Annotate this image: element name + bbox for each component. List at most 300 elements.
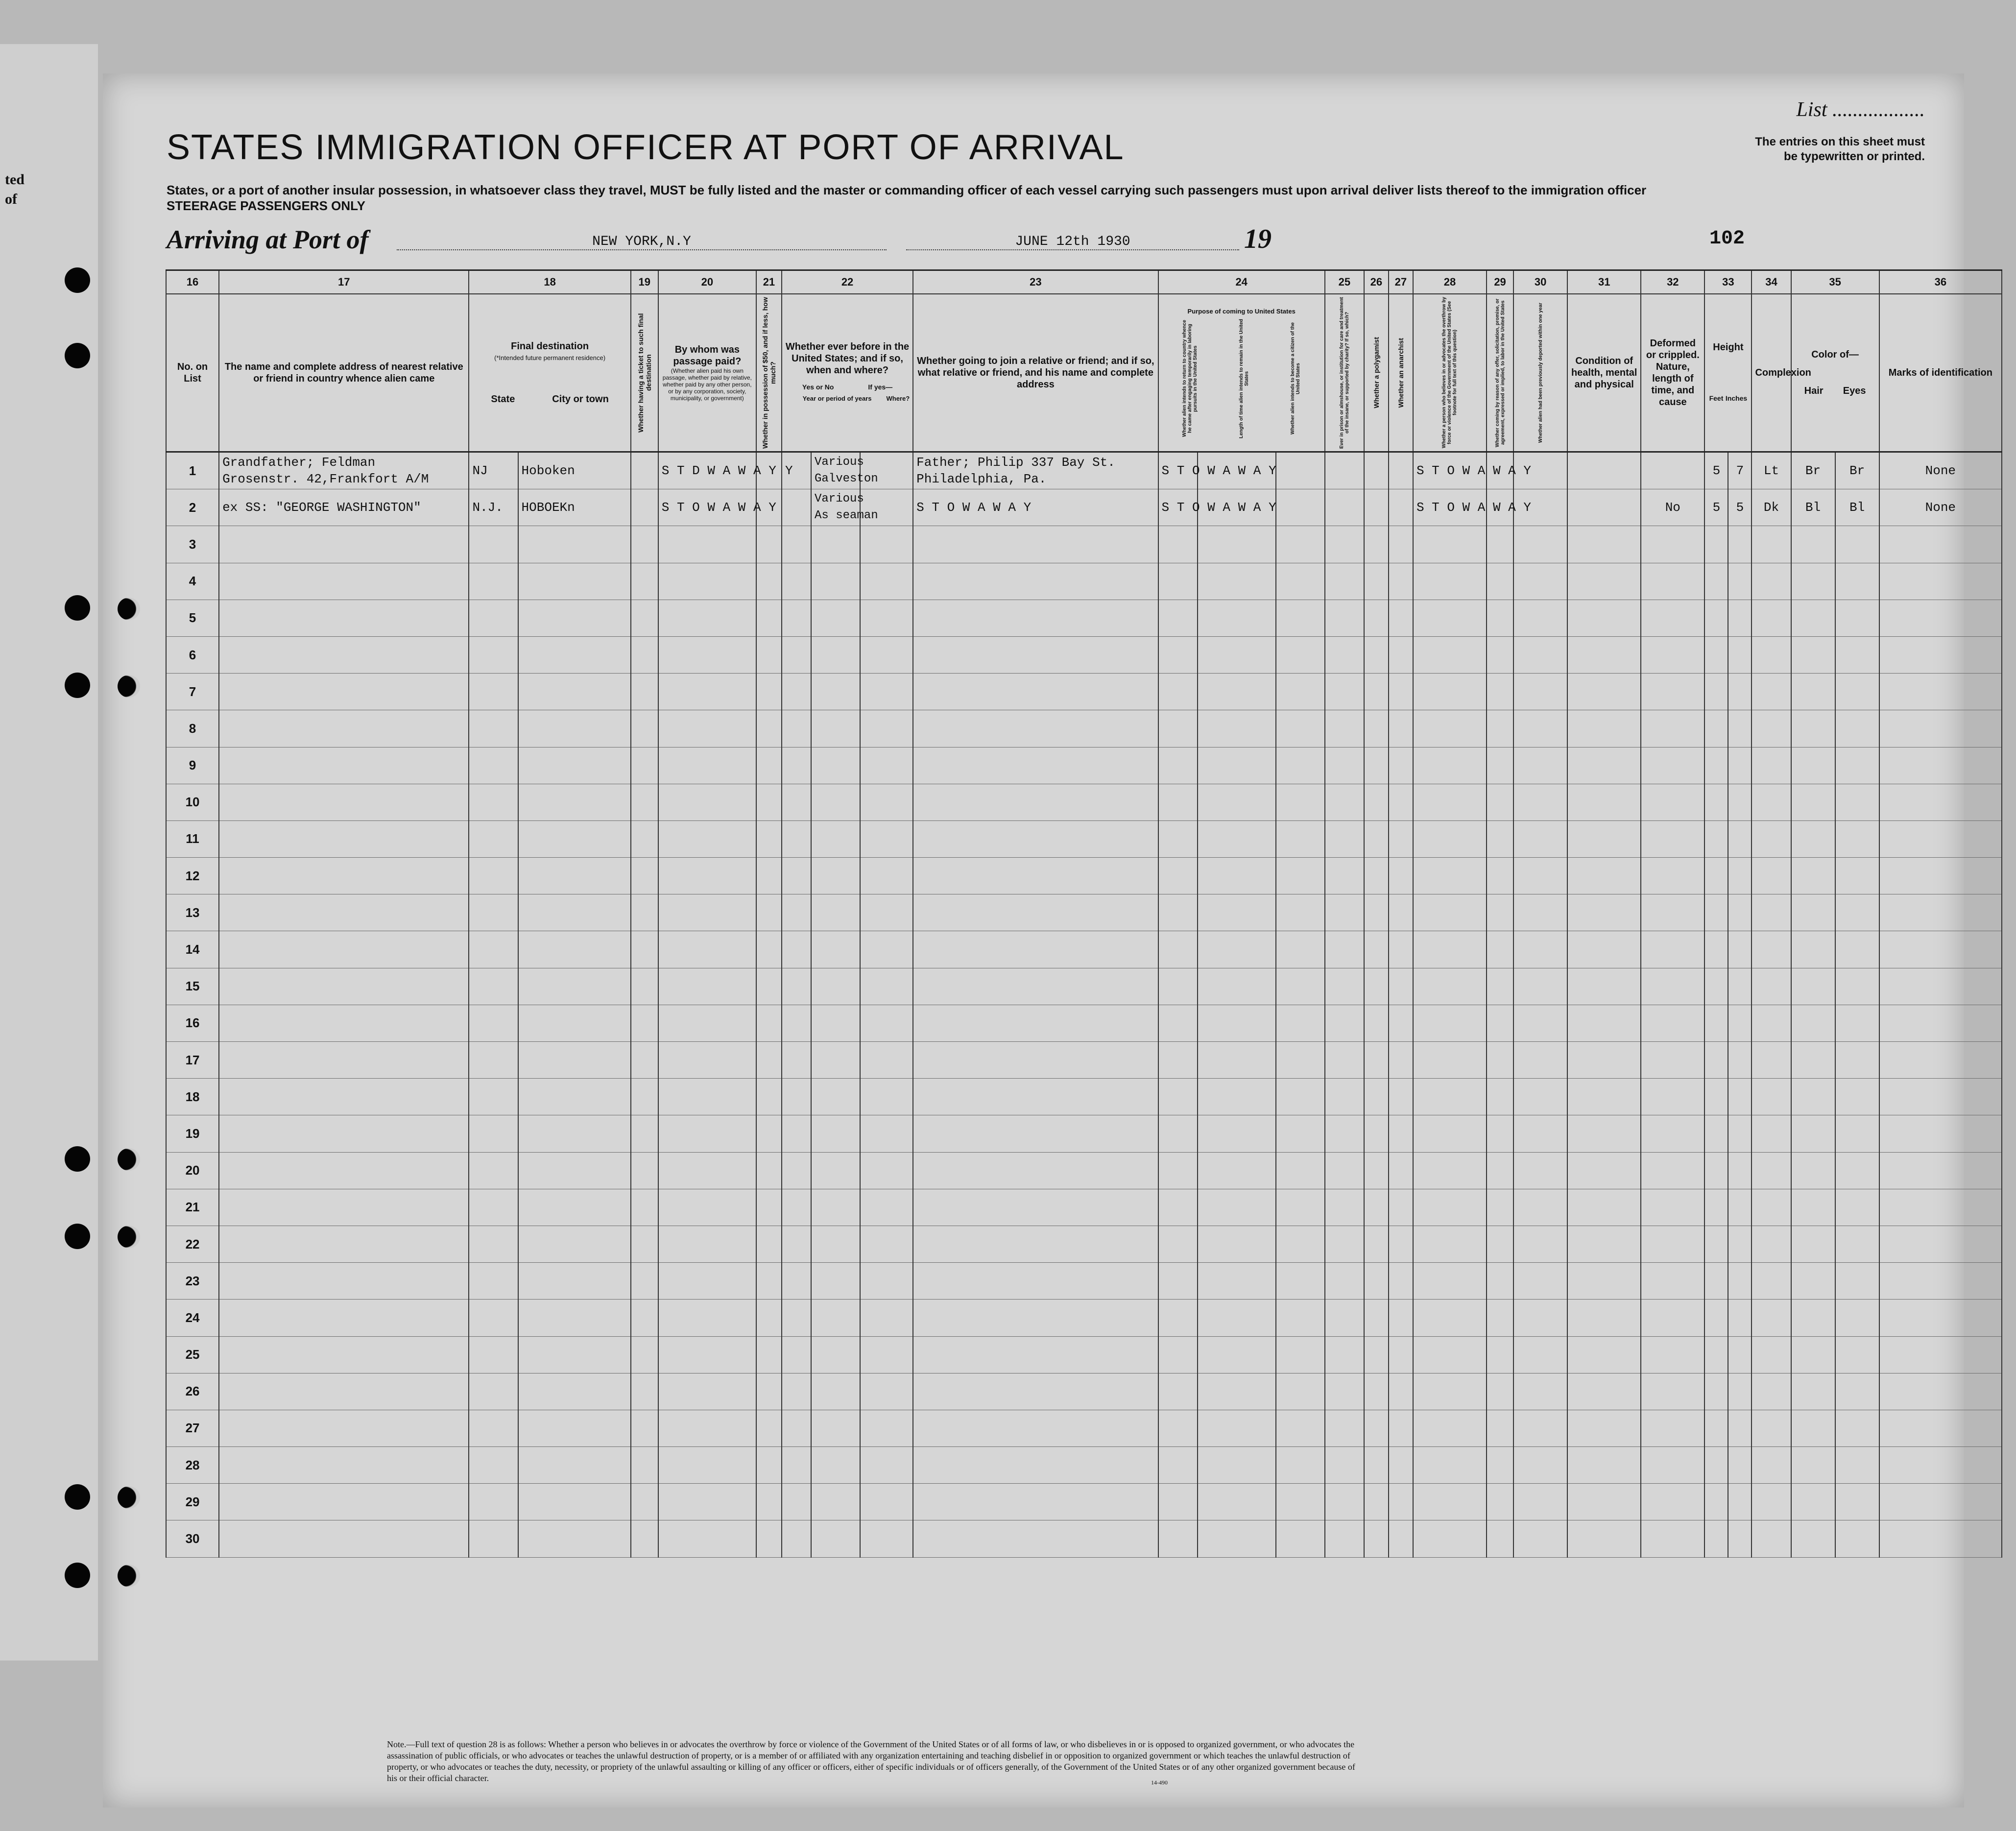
empty-cell <box>1276 1410 1325 1446</box>
empty-cell <box>1641 1520 1704 1557</box>
empty-cell <box>1513 636 1567 673</box>
empty-cell <box>811 526 860 563</box>
table-row <box>166 489 2002 526</box>
empty-cell <box>1641 784 1704 820</box>
empty-cell <box>1276 710 1325 747</box>
empty-cell <box>1728 1042 1752 1079</box>
empty-cell <box>1835 1520 1879 1557</box>
empty-cell <box>631 674 658 710</box>
empty-cell <box>1198 1152 1276 1189</box>
empty-cell <box>1641 600 1704 636</box>
row-number: 20 <box>185 1163 200 1178</box>
empty-cell <box>782 636 811 673</box>
empty-cell <box>1704 894 1728 931</box>
empty-cell <box>1791 636 1835 673</box>
empty-cell <box>219 1520 469 1557</box>
hdr-destination: Final destination (*Intended future permanent residence) State City or town <box>469 294 630 452</box>
empty-cell <box>1198 1115 1276 1152</box>
row-number: 28 <box>185 1457 200 1472</box>
empty-cell <box>631 968 658 1005</box>
empty-cell <box>631 1079 658 1115</box>
empty-cell <box>1276 968 1325 1005</box>
yes-no-cell <box>782 452 811 489</box>
empty-cell <box>1728 820 1752 857</box>
row-number-cell <box>166 1115 219 1152</box>
empty-cell <box>518 526 631 563</box>
table-row <box>166 1410 2002 1446</box>
table-row <box>166 563 2002 600</box>
empty-cell <box>1704 563 1728 600</box>
empty-cell <box>1879 600 2002 636</box>
empty-cell <box>782 1447 811 1484</box>
empty-cell <box>1158 1373 1198 1410</box>
empty-cell <box>1791 784 1835 820</box>
empty-cell <box>913 1189 1158 1226</box>
empty-cell <box>1276 858 1325 894</box>
empty-cell <box>1752 747 1791 784</box>
binder-hole <box>65 595 90 621</box>
empty-cell <box>1835 894 1879 931</box>
empty-cell <box>1325 1042 1364 1079</box>
colnum-19: 19 <box>631 270 658 294</box>
empty-cell <box>1389 1300 1413 1336</box>
eyes-cell <box>1835 452 1879 489</box>
question-28: S T O W A W A Y <box>1416 463 1531 479</box>
empty-cell <box>1158 1336 1198 1373</box>
empty-cell <box>1879 784 2002 820</box>
empty-cell <box>1276 1520 1325 1557</box>
empty-cell <box>860 1520 913 1557</box>
empty-cell <box>1487 1115 1513 1152</box>
prison-cell <box>1325 452 1364 489</box>
empty-cell <box>1567 563 1641 600</box>
colnum-26: 26 <box>1364 270 1389 294</box>
empty-cell <box>1198 1373 1276 1410</box>
empty-cell <box>1513 1005 1567 1041</box>
empty-cell <box>913 636 1158 673</box>
empty-cell <box>1728 563 1752 600</box>
empty-cell <box>1158 1447 1198 1484</box>
empty-cell <box>1198 1042 1276 1079</box>
empty-cell <box>1704 1115 1728 1152</box>
row-number-cell <box>166 1263 219 1300</box>
empty-cell <box>518 563 631 600</box>
empty-cell <box>1513 968 1567 1005</box>
empty-cell <box>1728 1079 1752 1115</box>
row-number-cell <box>166 636 219 673</box>
empty-cell <box>1791 858 1835 894</box>
inches-cell <box>1728 452 1752 489</box>
empty-cell <box>1752 1336 1791 1373</box>
empty-cell <box>1704 1300 1728 1336</box>
empty-cell <box>1567 1042 1641 1079</box>
yes-no: Y <box>785 463 793 479</box>
empty-cell <box>782 1115 811 1152</box>
empty-cell <box>219 1336 469 1373</box>
empty-cell <box>1487 784 1513 820</box>
empty-cell <box>1791 563 1835 600</box>
empty-cell <box>811 636 860 673</box>
empty-cell <box>913 784 1158 820</box>
empty-cell <box>219 674 469 710</box>
empty-cell <box>1413 710 1487 747</box>
empty-cell <box>1487 1373 1513 1410</box>
hdr-city: City or town <box>552 394 609 405</box>
empty-cell <box>518 1263 631 1300</box>
empty-cell <box>1567 931 1641 968</box>
marks-cell <box>1879 489 2002 526</box>
empty-cell <box>1791 747 1835 784</box>
empty-cell <box>1389 710 1413 747</box>
table-row <box>166 784 2002 820</box>
empty-cell <box>1791 1447 1835 1484</box>
empty-cell <box>1641 931 1704 968</box>
empty-cell <box>1728 931 1752 968</box>
row-number: 27 <box>185 1421 200 1436</box>
empty-cell <box>782 1042 811 1079</box>
empty-cell <box>1513 1226 1567 1262</box>
empty-cell <box>1389 1152 1413 1189</box>
hdr-if-yes: If yes— <box>868 383 893 391</box>
empty-cell <box>219 1115 469 1152</box>
empty-cell <box>1728 636 1752 673</box>
empty-cell <box>1752 1005 1791 1041</box>
empty-cell <box>1641 1300 1704 1336</box>
empty-cell <box>1791 1410 1835 1446</box>
empty-cell <box>1276 784 1325 820</box>
empty-cell <box>1752 1520 1791 1557</box>
hdr-purpose: Purpose of coming to United States Whether alien intends to return to country whence he came after engaging temporarily in laboring pursuits in the United States Length of time alien intends to remain in the United States Whether alien intends to become a citizen of the United States <box>1158 294 1325 452</box>
colnum-23: 23 <box>913 270 1158 294</box>
joining-cell: S T O W A W A Y <box>913 489 1158 526</box>
empty-cell <box>782 894 811 931</box>
empty-cell <box>219 1005 469 1041</box>
empty-cell <box>1389 931 1413 968</box>
empty-cell <box>1364 931 1389 968</box>
empty-cell <box>1325 1115 1364 1152</box>
empty-cell <box>1791 1152 1835 1189</box>
row-number-cell <box>166 1484 219 1520</box>
empty-cell <box>913 1042 1158 1079</box>
deformed-cell <box>1641 452 1704 489</box>
empty-cell <box>1158 1152 1198 1189</box>
empty-cell <box>1835 1410 1879 1446</box>
empty-cell <box>1513 894 1567 931</box>
empty-cell <box>658 1410 756 1446</box>
empty-cell <box>219 1373 469 1410</box>
binder-hole <box>118 598 140 620</box>
empty-cell <box>1158 600 1198 636</box>
empty-cell <box>1704 1079 1728 1115</box>
empty-cell <box>1879 931 2002 968</box>
empty-cell <box>860 1336 913 1373</box>
empty-cell <box>1364 1042 1389 1079</box>
empty-cell <box>1728 784 1752 820</box>
empty-cell <box>860 1373 913 1410</box>
empty-cell <box>1791 710 1835 747</box>
empty-cell <box>782 968 811 1005</box>
empty-cell <box>811 1189 860 1226</box>
empty-cell <box>1487 1079 1513 1115</box>
empty-cell <box>1389 820 1413 857</box>
colnum-34: 34 <box>1752 270 1791 294</box>
empty-cell <box>1276 1152 1325 1189</box>
empty-cell <box>658 1152 756 1189</box>
empty-cell <box>811 747 860 784</box>
empty-cell <box>1728 1410 1752 1446</box>
empty-cell <box>1276 600 1325 636</box>
empty-cell <box>631 1410 658 1446</box>
table-row <box>166 1447 2002 1484</box>
empty-cell <box>1364 1226 1389 1262</box>
table-row <box>166 636 2002 673</box>
empty-cell <box>1513 747 1567 784</box>
purpose-cell <box>1158 452 1276 489</box>
empty-cell <box>658 600 756 636</box>
empty-cell <box>1325 1336 1364 1373</box>
empty-cell <box>1158 858 1198 894</box>
empty-cell <box>860 931 913 968</box>
city: Hoboken <box>521 463 575 479</box>
empty-cell <box>860 1300 913 1336</box>
header-row <box>166 294 2002 452</box>
empty-cell <box>1879 747 2002 784</box>
empty-cell <box>1198 747 1276 784</box>
empty-cell <box>860 1115 913 1152</box>
empty-cell <box>1276 1263 1325 1300</box>
empty-cell <box>469 1336 518 1373</box>
empty-cell <box>469 1447 518 1484</box>
empty-cell <box>1835 1484 1879 1520</box>
empty-cell <box>1364 1079 1389 1115</box>
empty-cell <box>1704 1042 1728 1079</box>
colnum-25: 25 <box>1325 270 1364 294</box>
empty-cell <box>1389 747 1413 784</box>
purpose: S T O W A W A Y <box>1161 463 1276 479</box>
form-number: 14-490 <box>1151 1779 1168 1786</box>
row-number-cell <box>166 747 219 784</box>
empty-cell <box>1513 1373 1567 1410</box>
empty-cell <box>782 1263 811 1300</box>
list-label: List .................. <box>1796 98 1925 121</box>
colnum-35: 35 <box>1791 270 1879 294</box>
empty-cell <box>1752 931 1791 968</box>
empty-cell <box>913 1226 1158 1262</box>
table-row <box>166 1263 2002 1300</box>
empty-cell <box>631 858 658 894</box>
empty-cell <box>782 1226 811 1262</box>
empty-cell <box>1158 1189 1198 1226</box>
hdr-deformed: Deformed or crippled. Nature, length of time, and cause <box>1641 294 1704 452</box>
colnum-31: 31 <box>1567 270 1641 294</box>
empty-cell <box>1567 1300 1641 1336</box>
empty-cell <box>913 526 1158 563</box>
empty-cell <box>1641 1005 1704 1041</box>
empty-cell <box>1389 1226 1413 1262</box>
empty-cell <box>1835 1189 1879 1226</box>
empty-cell <box>658 1226 756 1262</box>
empty-cell <box>1752 1189 1791 1226</box>
paid-by: S T O W A W A Y <box>661 500 776 515</box>
row-number-cell <box>166 1189 219 1226</box>
empty-cell <box>1158 1300 1198 1336</box>
empty-cell <box>1413 526 1487 563</box>
colnum-36: 36 <box>1879 270 2002 294</box>
empty-cell <box>782 858 811 894</box>
table-row <box>166 1226 2002 1262</box>
empty-cell <box>1879 1447 2002 1484</box>
empty-cell <box>756 858 782 894</box>
empty-cell <box>1752 674 1791 710</box>
row-number: 24 <box>185 1310 200 1325</box>
empty-cell <box>1513 710 1567 747</box>
colnum-32: 32 <box>1641 270 1704 294</box>
marks: None <box>1925 463 1956 479</box>
row-number-cell <box>166 1042 219 1079</box>
empty-cell <box>518 747 631 784</box>
empty-cell <box>219 931 469 968</box>
empty-cell <box>1413 600 1487 636</box>
empty-cell <box>469 1042 518 1079</box>
empty-cell <box>469 1115 518 1152</box>
empty-cell <box>1752 1152 1791 1189</box>
empty-cell <box>1513 1336 1567 1373</box>
empty-cell <box>1364 820 1389 857</box>
empty-cell <box>518 820 631 857</box>
row-number-cell <box>166 931 219 968</box>
empty-cell <box>658 1300 756 1336</box>
empty-cell <box>658 931 756 968</box>
empty-cell <box>1198 1079 1276 1115</box>
empty-cell <box>1704 1484 1728 1520</box>
empty-cell <box>756 1189 782 1226</box>
empty-cell <box>518 1042 631 1079</box>
empty-cell <box>469 1226 518 1262</box>
empty-cell <box>1487 1300 1513 1336</box>
row-number-cell <box>166 710 219 747</box>
empty-cell <box>1567 1373 1641 1410</box>
empty-cell <box>1728 674 1752 710</box>
hdr-eyes: Eyes <box>1843 385 1866 396</box>
empty-cell <box>1704 1005 1728 1041</box>
empty-cell <box>1704 1336 1728 1373</box>
row-number: 13 <box>185 905 200 920</box>
empty-cell <box>469 784 518 820</box>
empty-cell <box>1487 1226 1513 1262</box>
empty-cell <box>1567 968 1641 1005</box>
complexion: Lt <box>1763 463 1779 479</box>
empty-cell <box>1389 1079 1413 1115</box>
row-number: 8 <box>189 721 196 736</box>
colnum-21: 21 <box>756 270 782 294</box>
question-28-cell <box>1413 489 1531 526</box>
empty-cell <box>658 1115 756 1152</box>
empty-cell <box>1513 1079 1567 1115</box>
empty-cell <box>756 784 782 820</box>
empty-cell <box>756 1042 782 1079</box>
hdr-yes-no: Yes or No <box>802 383 834 391</box>
empty-cell <box>782 1484 811 1520</box>
edge-text-1: ted <box>5 171 24 188</box>
page-subtitle <box>167 182 1734 214</box>
empty-cell <box>860 563 913 600</box>
empty-cell <box>518 710 631 747</box>
empty-cell <box>756 968 782 1005</box>
empty-cell <box>913 1005 1158 1041</box>
empty-cell <box>1487 674 1513 710</box>
empty-cell <box>469 1189 518 1226</box>
empty-cell <box>1879 1189 2002 1226</box>
empty-cell <box>1158 563 1198 600</box>
empty-cell <box>1513 674 1567 710</box>
empty-cell <box>811 1373 860 1410</box>
empty-cell <box>1752 784 1791 820</box>
empty-cell <box>1835 747 1879 784</box>
empty-cell <box>469 894 518 931</box>
row-number: 11 <box>186 831 199 846</box>
table-row <box>166 452 2002 489</box>
hair-cell <box>1791 452 1835 489</box>
row-number-cell <box>166 1152 219 1189</box>
empty-cell <box>1487 1336 1513 1373</box>
empty-cell <box>1413 931 1487 968</box>
empty-cell <box>913 1410 1158 1446</box>
empty-cell <box>1752 968 1791 1005</box>
empty-cell <box>219 1226 469 1262</box>
empty-cell <box>1791 674 1835 710</box>
empty-cell <box>1513 526 1567 563</box>
empty-cell <box>811 1484 860 1520</box>
empty-cell <box>1413 1152 1487 1189</box>
purpose: S T O W A W A Y <box>1161 500 1276 515</box>
empty-cell <box>1276 1189 1325 1226</box>
empty-cell <box>1567 1263 1641 1300</box>
empty-cell <box>756 1005 782 1041</box>
empty-cell <box>219 710 469 747</box>
empty-cell <box>1513 820 1567 857</box>
empty-cell <box>756 894 782 931</box>
empty-cell <box>469 820 518 857</box>
row-number: 10 <box>185 795 200 810</box>
empty-cell <box>219 1300 469 1336</box>
empty-cell <box>1513 1410 1567 1446</box>
health-cell <box>1567 452 1641 489</box>
table-row <box>166 1336 2002 1373</box>
empty-cell <box>1487 636 1513 673</box>
empty-cell <box>658 1079 756 1115</box>
row-number-cell <box>166 674 219 710</box>
row-number-cell <box>166 489 219 526</box>
empty-cell <box>1198 820 1276 857</box>
empty-cell <box>658 1005 756 1041</box>
empty-cell <box>219 636 469 673</box>
empty-cell <box>860 636 913 673</box>
row-number: 18 <box>185 1089 200 1104</box>
empty-cell <box>1276 1447 1325 1484</box>
empty-cell <box>1513 1263 1567 1300</box>
table-row <box>166 710 2002 747</box>
empty-cell <box>1879 1079 2002 1115</box>
empty-cell <box>782 710 811 747</box>
empty-cell <box>782 1005 811 1041</box>
empty-cell <box>658 563 756 600</box>
empty-cell <box>631 526 658 563</box>
empty-cell <box>782 526 811 563</box>
empty-cell <box>1389 1005 1413 1041</box>
empty-cell <box>1879 1226 2002 1262</box>
empty-cell <box>782 563 811 600</box>
empty-cell <box>1413 1336 1487 1373</box>
